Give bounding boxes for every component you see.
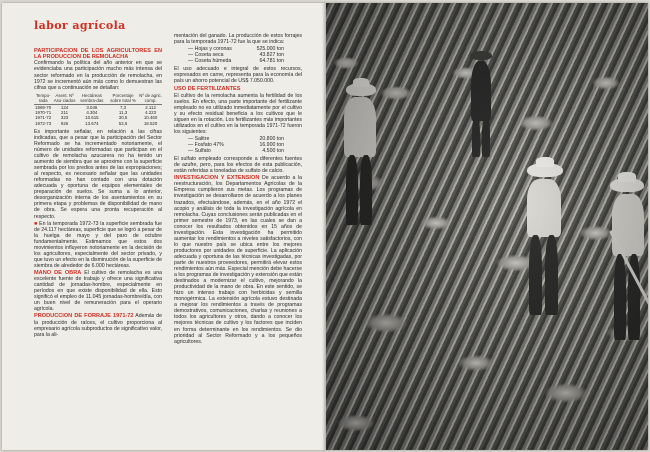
right-page <box>326 3 648 450</box>
list-item-value: 64.781 ton <box>259 58 284 65</box>
table-cell: 10.460 <box>143 115 158 121</box>
magazine-spread <box>2 3 648 450</box>
list-item-label: — Salitre <box>188 135 210 142</box>
paragraph-investigacion-text: De acuerdo a la reestructuración, los Departamentos Agrícolas de la Empresa cumplieron sus metas. Los programas de investigación se desarrollaron de acuerdo a los planes trazados, efectuándose, además, en el año 1972 el acopio y análisis de toda la investigación agrícola en remolacha. Cuyas conclusiones serán publicadas en el primer semestre de 1973, en las cuales se dan a conocer los resultados obtenidos en 15 años de investigación. Esta investigación ha permitido aumentar los rendimientos a niveles satisfactorios, con lo que nuestro país se ubica entre los mejores productores por unidades de superficie. La aplicación adecuada y oportuna de las técnicas investigadas, por parte de nuestros proveedores, permitirá elevar estos rendimientos aún más. Especial mención debe hacerse a los programas de investigación y extensión que están destinados a modernizar el cultivo, mejorando la productividad de la mano de obra. En este sentido, se hizo un intenso trabajo con herbicidas y semilla monogérmica. La extensión agrícola estuvo destinada a mejorar los rendimientos a través de programas demostrativos, comunicaciones, charlas y reuniones a todos los agricultores y otros, dando a conocer los mejores técnicas de cultivo y los factores que inciden en forma determinante en los rendimientos. Se dio prioridad al Sector Reformado y a los pequeños agricultores. <box>174 175 302 345</box>
list-item-label: — Coseta húmeda <box>188 58 232 65</box>
paragraph-uso-adecuado: El uso adecuado e integral de estos recursos, expresados en carne, representa para la economía del país un ahorro potencial de US$ 7.050.000. <box>174 66 302 85</box>
table-cell: 4.304 <box>86 110 98 116</box>
paragraph-mano-de-obra <box>34 270 162 312</box>
table-cell: 1971-72 <box>35 115 52 121</box>
fertilizer-list <box>188 136 302 154</box>
table-header: Asent. Nº Aso-ciados <box>53 92 76 103</box>
table-cell: 4.223 <box>145 110 157 116</box>
paragraph-importante: Es importante señalar, en relación a las cifras indicadas, que a pesar que la participación del Sector Reformado se ha incrementado notoriamente, el número de unidades reformadas que participan en el cultivo de remolacha azucarera no ha tenido un aumento de siembra que se aproxime con la superficie sembrada por los predios antes de las expropiaciones; al respecto, es necesario señalar que las unidades reformadas no han contado con una dotación adecuada y oportuna de equipos elementales de preparación de suelos. Se suma a lo anterior, desorganización interna de los asentamientos en su primera etapa y problemas de disponibilidad de mano de obra. Se espera una pronta recuperación al respecto. <box>34 128 162 220</box>
table-row <box>34 121 162 126</box>
list-item-value: 43.827 ton <box>259 52 284 59</box>
table-header: Hectáreas sembra-das <box>77 93 107 105</box>
paragraph-sulfato: El sulfato empleado corresponde a diferentes fuentes de azufre, pero, para los efectos de esta publicación, están referidas a toneladas de sulfato de calcio. <box>174 156 302 175</box>
table-cell: 13.674 <box>85 120 99 126</box>
table-cell: 926 <box>60 120 69 126</box>
list-item-label: — Sulfato <box>188 148 211 154</box>
table-cell: 3.046 <box>86 105 98 111</box>
table-cell: 2.112 <box>145 105 156 111</box>
photo-vignette <box>326 3 648 450</box>
field-workers-photo <box>326 3 648 450</box>
table-header: Porcentaje sobre total % <box>107 93 139 105</box>
paragraph-alimentacion: mentación del ganado. La producción de estos forrajes para la temporada 1971-72 fue la que se indica: <box>174 33 302 46</box>
heading-investigacion: INVESTIGACION Y EXTENSION <box>174 175 260 182</box>
list-item <box>188 58 284 64</box>
table-cell: 1969-70 <box>35 105 52 111</box>
list-item-label: — Coseta seca <box>188 52 224 59</box>
list-item-value: 525.000 ton <box>256 46 284 53</box>
section-mark: ■ <box>34 220 38 227</box>
table-cell: 1970-71 <box>35 110 52 116</box>
table-cell: 52,6 <box>118 120 128 126</box>
paragraph-forraje <box>34 313 162 337</box>
section-title: labor agrícola <box>34 19 126 32</box>
table-cell: 211 <box>61 110 69 116</box>
paragraph-temporada <box>34 221 162 269</box>
forage-list <box>188 46 302 64</box>
paragraph-intro: Confirmando la política del año anterior en que se evidenciaba una participación mucho más intensa del sector reformado en la producción de remolacha, en 1972 se incrementó aún más como lo demuestran las cifras que a continuación se detallan: <box>34 60 162 91</box>
text-column-right <box>174 33 302 346</box>
beet-participation-table <box>34 93 162 126</box>
heading-participacion: PARTICIPACION DE LOS AGRICULTORES EN LA PRODUCCION DE REMOLACHA <box>34 48 162 61</box>
list-item-value: 4.500 ton <box>262 148 284 154</box>
paragraph-investigacion <box>174 175 302 344</box>
heading-fertilizantes: USO DE FERTILIZANTES <box>174 86 241 93</box>
list-item <box>188 148 284 154</box>
list-item-label: — Hojas y coronas <box>188 46 232 53</box>
list-item-value: 16.900 ton <box>259 141 284 148</box>
table-header: Tempo-rada <box>35 92 51 103</box>
table-header-row <box>34 93 162 105</box>
table-header: Nº de agric. comp. <box>139 92 162 103</box>
left-page <box>2 3 324 450</box>
table-cell: 11,3 <box>118 110 128 116</box>
heading-mano-de-obra: MANO DE OBRA <box>34 269 82 276</box>
heading-forraje: PRODUCCION DE FORRAJE 1971-72 <box>34 313 134 320</box>
table-cell: 10.615 <box>85 115 99 121</box>
list-item-value: 20.800 ton <box>259 135 284 142</box>
table-cell: 124 <box>60 105 69 111</box>
paragraph-mano-de-obra-text: El cultivo de remolacha es una excelente fuente de trabajo y ofrece una significativa cantidad de jornadas-hombre, especialmente en períodos en que existe disponibilidad de ella. Esto significó el empleo de 11.045 jornadas-hombre/día, con un buen nivel de remuneración para el operario agrícola. <box>34 269 162 313</box>
table-cell: 18.520 <box>143 120 158 126</box>
text-column-left <box>34 46 162 339</box>
paragraph-temporada-text: En la temporada 1972-73 la superficie sembrada fue de 24.117 hectáreas, superficie que se logró a pesar de la huelga de mayo y del paro de octubre fundamentalmente. Estimamos que estos dos movimientos influyeron notoriamente en la decisión de los agricultores, especialmente del sector privado, y que tuvo un efecto en la disminución de la superficie de siembra de alrededor de 6.000 hectáreas. <box>34 220 162 269</box>
paragraph-fertilizantes: El cultivo de la remolacha aumenta la fertilidad de los suelos. En efecto, una parte importante del fertilizante empleado no es utilizado inmediatamente por el cultivo y su efecto residual beneficia a los cultivos que le siguen en la rotación. Los fertilizantes más importantes utilizados en el cultivo en la temporada 1971-72 fueron los siguientes: <box>174 92 302 135</box>
table-cell: 1972-73 <box>35 120 52 126</box>
table-cell: 323 <box>60 115 69 121</box>
list-item-label: — Fosfato 47% <box>188 141 224 148</box>
table-cell: 30,5 <box>118 115 128 121</box>
table-cell: 7,3 <box>119 105 127 111</box>
paragraph-forraje-text: Además de la producción de raíces, el cultivo proporciona al empresario agrícola subproductos de significativo valor, para la ali- <box>34 313 163 338</box>
